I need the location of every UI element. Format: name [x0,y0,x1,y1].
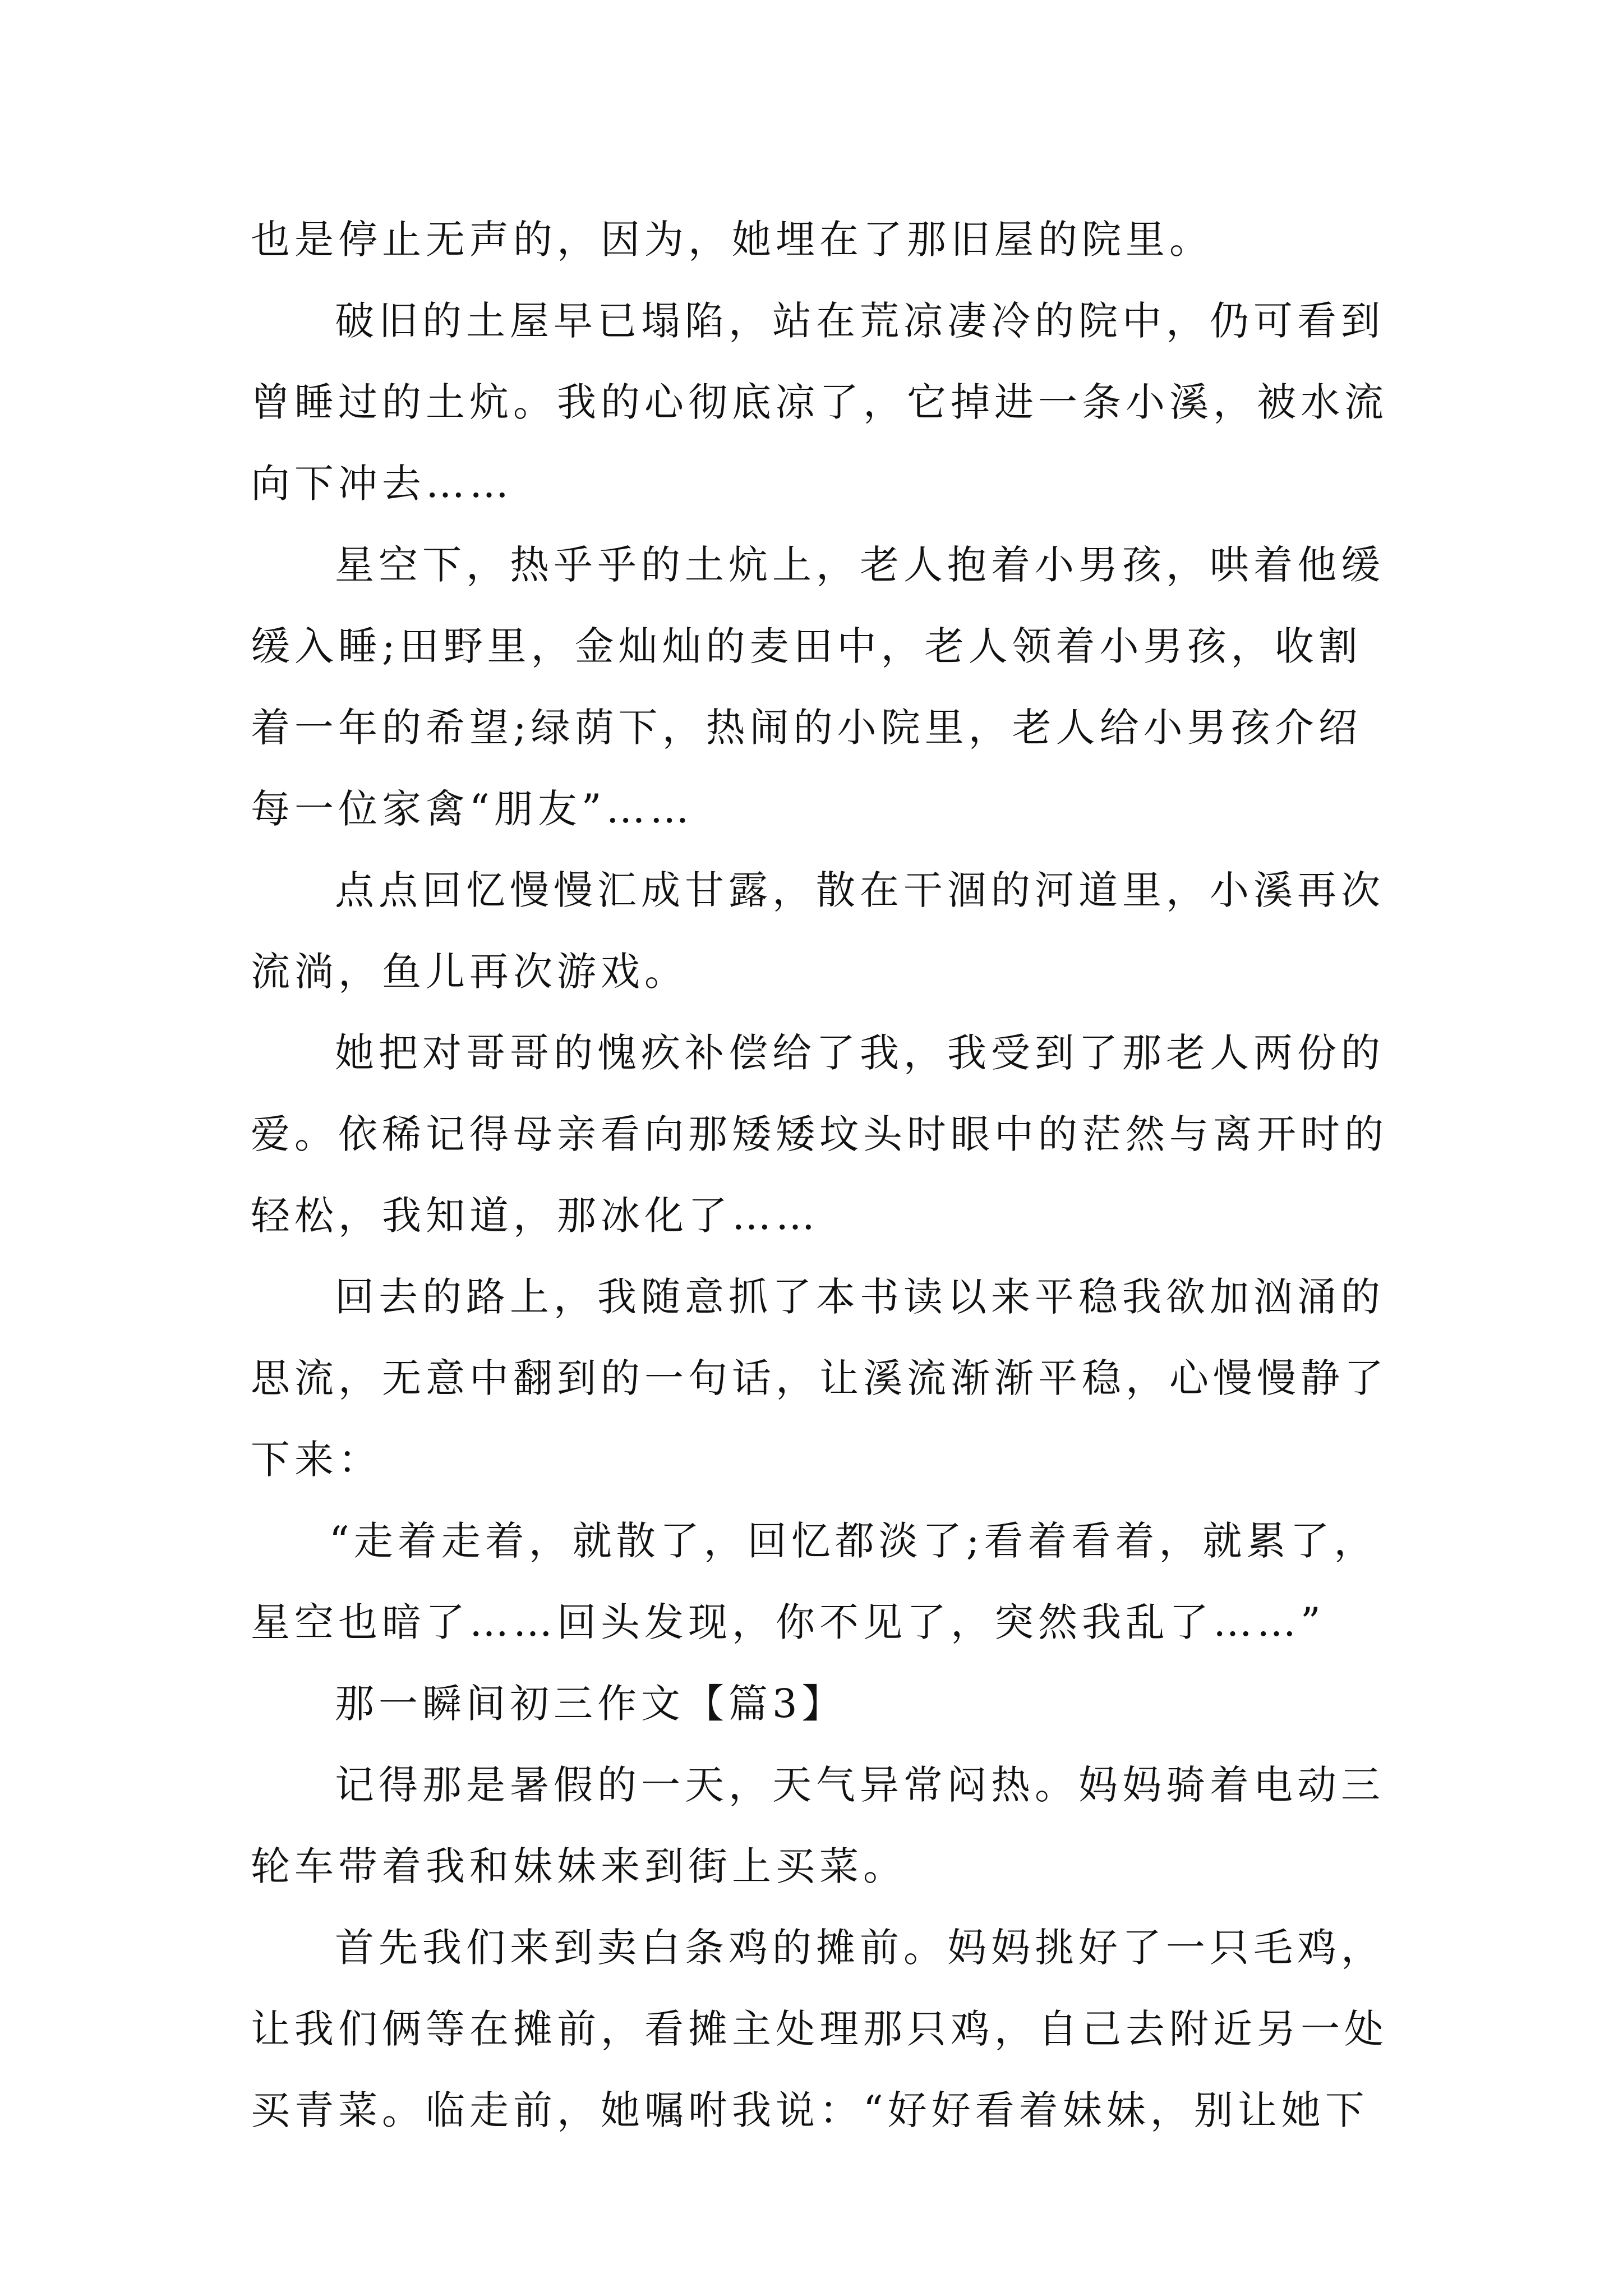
quote-line: “走着走着，就散了，回忆都淡了;看着看着，就累了， [329,1518,1378,1564]
text-line: 爱。依稀记得母亲看向那矮矮坟头时眼中的茫然与离开时的 [251,1111,1388,1157]
text-line: 也是停止无声的，因为，她埋在了那旧屋的院里。 [251,217,1213,263]
text-line: 下来： [251,1437,382,1483]
text-line: 轻松，我知道，那冰化了…… [251,1193,819,1239]
paragraph-start-line: 回去的路上，我随意抓了本书读以来平稳我欲加汹涌的 [335,1274,1385,1320]
text-line: 流淌，鱼儿再次游戏。 [251,949,688,995]
paragraph-start-line: 首先我们来到卖白条鸡的摊前。妈妈挑好了一只毛鸡， [335,1925,1385,1971]
quote-line: 星空也暗了……回头发现，你不见了，突然我乱了……” [251,1599,1325,1645]
text-line: 着一年的希望;绿荫下，热闹的小院里，老人给小男孩介绍 [251,705,1362,751]
text-line: 每一位家禽“朋友”…… [251,786,694,832]
paragraph-start-line: 点点回忆慢慢汇成甘露，散在干涸的河道里，小溪再次 [335,867,1385,913]
text-line: 思流，无意中翻到的一句话，让溪流渐渐平稳，心慢慢静了 [251,1355,1388,1401]
text-line: 向下冲去…… [251,461,513,507]
text-line: 买青菜。临走前，她嘱咐我说：“好好看着妹妹，别让她下 [251,2087,1369,2133]
text-line: 让我们俩等在摊前，看摊主处理那只鸡，自己去附近另一处 [251,2006,1388,2052]
paragraph-start-line: 她把对哥哥的愧疚补偿给了我，我受到了那老人两份的 [335,1030,1385,1076]
text-line: 轮车带着我和妹妹来到街上买菜。 [251,1843,907,1889]
paragraph-start-line: 记得那是暑假的一天，天气异常闷热。妈妈骑着电动三 [335,1762,1385,1808]
document-body [251,199,1395,2151]
text-line: 缓入睡;田野里，金灿灿的麦田中，老人领着小男孩，收割 [251,623,1362,669]
paragraph-start-line: 破旧的土屋早已塌陷，站在荒凉凄冷的院中，仍可看到 [335,298,1385,344]
text-line: 曾睡过的土炕。我的心彻底凉了，它掉进一条小溪，被水流 [251,379,1388,425]
paragraph-start-line: 星空下，热乎乎的土炕上，老人抱着小男孩，哄着他缓 [335,542,1385,588]
section-heading: 那一瞬间初三作文【篇3】 [335,1681,846,1727]
